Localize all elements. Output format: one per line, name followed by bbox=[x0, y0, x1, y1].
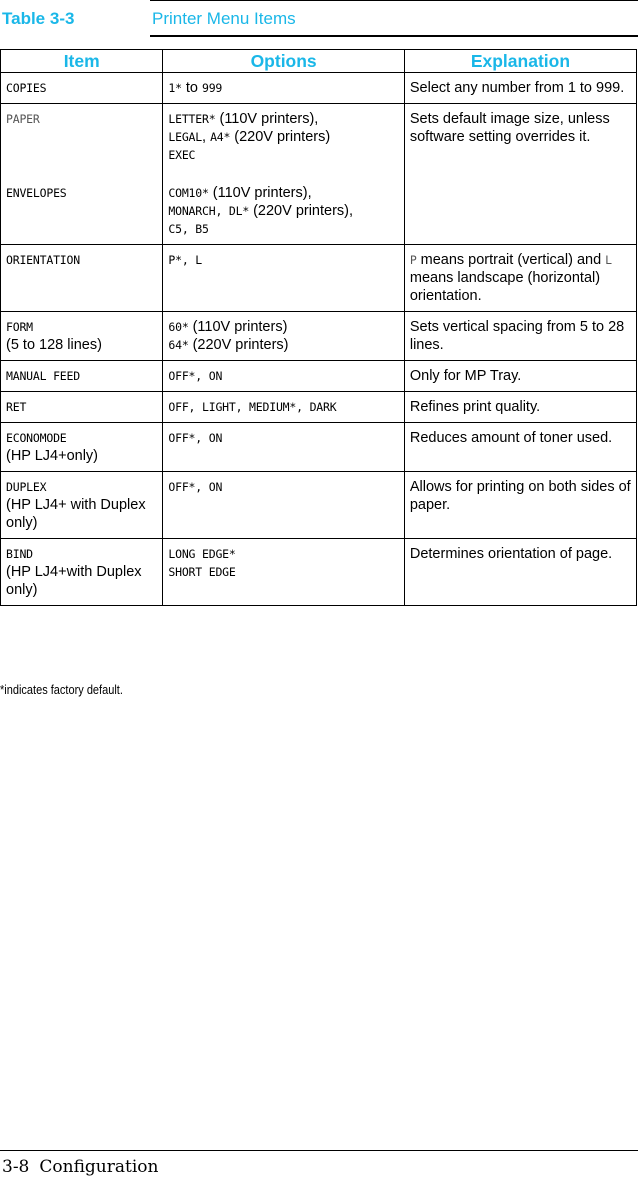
explanation-cell: Select any number from 1 to 999. bbox=[404, 73, 636, 104]
option-value: OFF, LIGHT, MEDIUM*, DARK bbox=[168, 400, 337, 414]
item-cell bbox=[1, 245, 163, 312]
table-row bbox=[1, 539, 637, 606]
footnote: *indicates factory default. bbox=[0, 683, 123, 697]
option-value: OFF*, ON bbox=[168, 480, 223, 494]
item-cell bbox=[1, 312, 163, 361]
option-value: OFF*, ON bbox=[168, 431, 223, 445]
printer-menu-table bbox=[0, 49, 637, 606]
option-note: (220V printers), bbox=[253, 203, 354, 219]
header-options: Options bbox=[163, 50, 404, 73]
caption-rule-bottom bbox=[150, 35, 638, 37]
footer-rule bbox=[0, 1150, 638, 1151]
option-value: L bbox=[605, 253, 612, 267]
item-name: MANUAL FEED bbox=[6, 369, 80, 383]
option-note: (110V printers), bbox=[219, 111, 319, 127]
options-cell bbox=[163, 539, 404, 606]
item-name: RET bbox=[6, 400, 27, 414]
table-row bbox=[1, 104, 637, 245]
item-name: ECONOMODE bbox=[6, 431, 67, 445]
explanation-cell: Reduces amount of toner used. bbox=[404, 423, 636, 472]
explanation-cell: Sets default image size, unless software setting overrides it. bbox=[404, 104, 636, 245]
table-row bbox=[1, 361, 637, 392]
option-value: LETTER* bbox=[168, 112, 216, 126]
option-value: 60* bbox=[168, 320, 189, 334]
option-value: P*, L bbox=[168, 253, 202, 267]
options-cell bbox=[163, 423, 404, 472]
options-cell bbox=[163, 104, 404, 245]
options-cell bbox=[163, 245, 404, 312]
header-item: Item bbox=[1, 50, 163, 73]
item-name: DUPLEX bbox=[6, 480, 47, 494]
table-row bbox=[1, 312, 637, 361]
item-name: ORIENTATION bbox=[6, 253, 80, 267]
option-value: OFF*, ON bbox=[168, 369, 223, 383]
option-note: (220V printers) bbox=[234, 129, 331, 145]
option-value: P bbox=[409, 253, 417, 267]
header-explanation: Explanation bbox=[404, 50, 636, 73]
item-note: (HP LJ4+with Duplex only) bbox=[6, 564, 142, 598]
item-note: (HP LJ4+only) bbox=[6, 448, 99, 464]
option-note: (220V printers) bbox=[192, 337, 289, 353]
section-name: Configuration bbox=[39, 1157, 159, 1177]
options-cell bbox=[163, 312, 404, 361]
table-header-row bbox=[1, 50, 637, 73]
option-value: COM10* bbox=[168, 186, 209, 200]
explanation-cell: Only for MP Tray. bbox=[404, 361, 636, 392]
option-value: SHORT EDGE bbox=[168, 565, 236, 579]
page-number: 3-8 bbox=[2, 1157, 30, 1177]
item-name: FORM bbox=[6, 320, 33, 334]
option-value: 1* bbox=[168, 81, 182, 95]
page-footer bbox=[2, 1157, 158, 1177]
option-value: LONG EDGE* bbox=[168, 547, 236, 561]
option-text: to bbox=[185, 80, 198, 96]
option-value: 999 bbox=[201, 81, 223, 95]
item-name: BIND bbox=[6, 547, 33, 561]
explanation-text: means landscape (horizontal) orientation. bbox=[409, 270, 601, 304]
table-row bbox=[1, 245, 637, 312]
table-row bbox=[1, 392, 637, 423]
table-row bbox=[1, 73, 637, 104]
option-value: C5, B5 bbox=[168, 222, 209, 236]
item-note: (5 to 128 lines) bbox=[6, 337, 102, 353]
option-value: A4* bbox=[210, 130, 231, 144]
option-value: MONARCH, DL* bbox=[168, 204, 250, 218]
table-title: Printer Menu Items bbox=[152, 9, 296, 28]
item-name: ENVELOPES bbox=[6, 186, 67, 200]
table-row bbox=[1, 472, 637, 539]
options-cell bbox=[163, 361, 404, 392]
caption-rule-top bbox=[150, 0, 638, 1]
option-note: (110V printers) bbox=[192, 319, 288, 335]
explanation-text: means portrait (vertical) and bbox=[420, 252, 602, 268]
explanation-cell bbox=[404, 245, 636, 312]
item-cell bbox=[1, 104, 163, 245]
options-cell bbox=[163, 472, 404, 539]
explanation-cell: Allows for printing on both sides of paper. bbox=[404, 472, 636, 539]
table-row bbox=[1, 423, 637, 472]
item-cell bbox=[1, 361, 163, 392]
explanation-cell: Sets vertical spacing from 5 to 28 lines. bbox=[404, 312, 636, 361]
option-value: 64* bbox=[168, 338, 189, 352]
item-cell bbox=[1, 392, 163, 423]
table-caption bbox=[0, 0, 638, 40]
options-cell bbox=[163, 392, 404, 423]
options-cell bbox=[163, 73, 404, 104]
item-cell bbox=[1, 472, 163, 539]
option-value: EXEC bbox=[168, 148, 196, 162]
option-text: , bbox=[202, 129, 207, 145]
explanation-cell: Refines print quality. bbox=[404, 392, 636, 423]
explanation-cell: Determines orientation of page. bbox=[404, 539, 636, 606]
item-cell bbox=[1, 423, 163, 472]
option-note: (110V printers), bbox=[212, 185, 312, 201]
item-name: COPIES bbox=[6, 81, 47, 95]
item-note: (HP LJ4+ with Duplex only) bbox=[6, 497, 146, 531]
item-cell bbox=[1, 539, 163, 606]
table-number: Table 3-3 bbox=[2, 9, 75, 28]
item-cell bbox=[1, 73, 163, 104]
option-value: LEGAL bbox=[168, 130, 202, 144]
item-name: PAPER bbox=[6, 112, 40, 126]
